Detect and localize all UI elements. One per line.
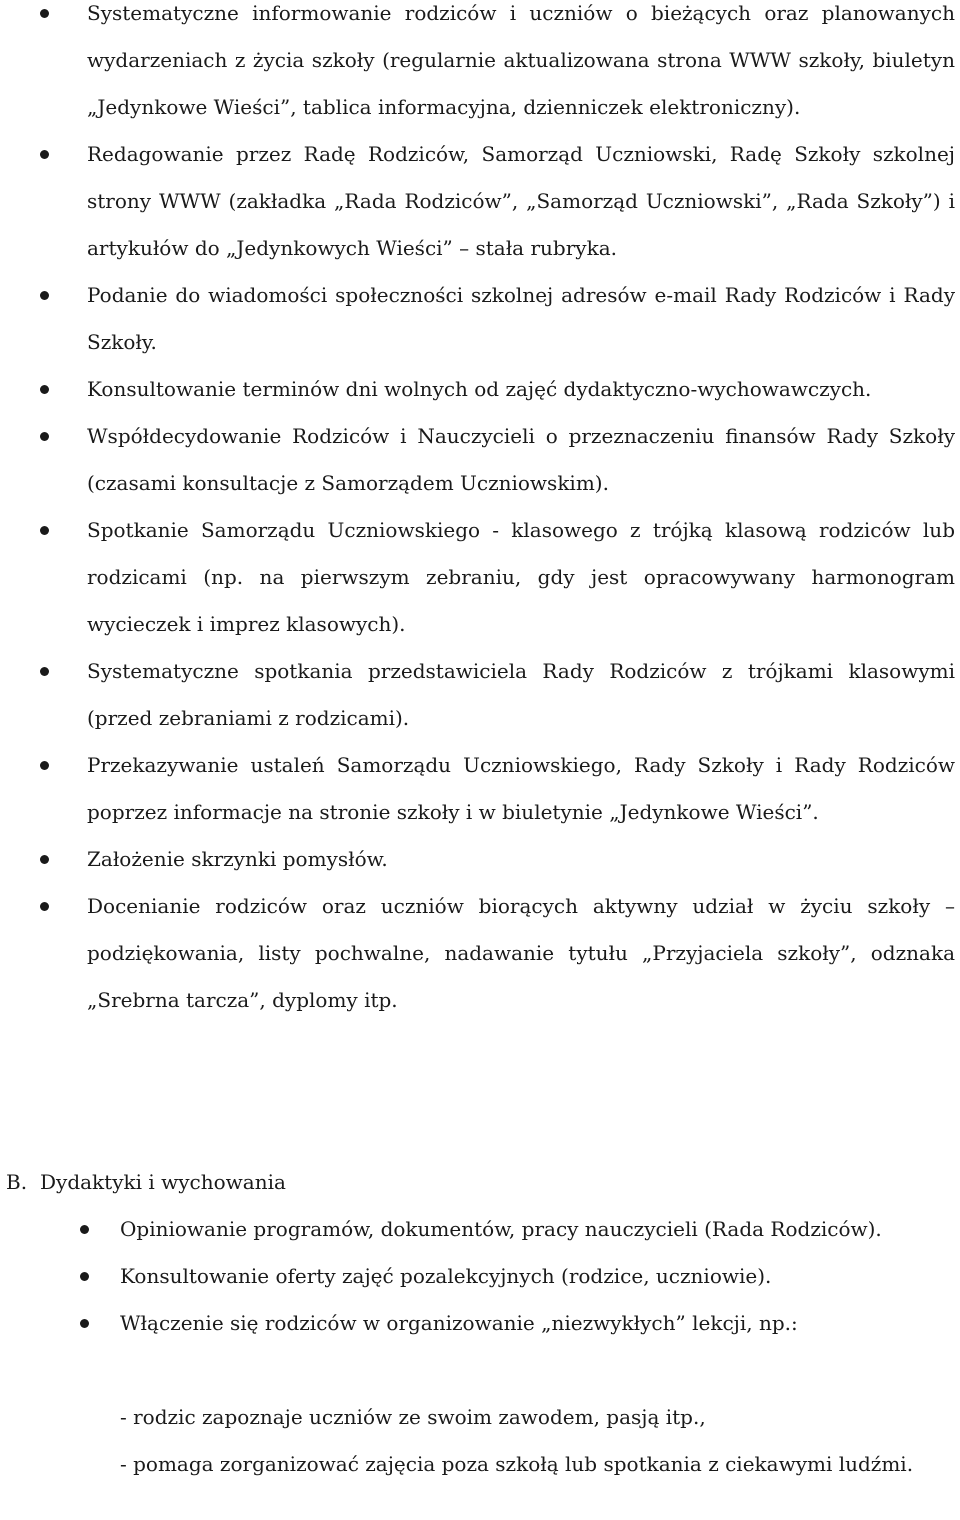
- list-item-text: Konsultowanie terminów dni wolnych od zajęć dydaktyczno-wychowawczych.: [87, 377, 872, 401]
- section-b-list: [0, 1206, 955, 1347]
- bullet-icon: [40, 902, 49, 911]
- list-item-text: Docenianie rodziców oraz uczniów biorących aktywny udział w życiu szkoły – podziękowania, listy pochwalne, nadawanie tytułu „Przyjaciela szkoły”, odznaka „Srebrna tarcza”, dyplomy itp.: [87, 894, 955, 1012]
- list-item: [0, 1253, 955, 1300]
- list-item: [0, 883, 955, 1024]
- section-letter: B.: [6, 1170, 28, 1194]
- list-item: [0, 131, 955, 272]
- list-item-text: Systematyczne spotkania przedstawiciela Rady Rodziców z trójkami klasowymi (przed zebraniami z rodzicami).: [87, 659, 955, 730]
- list-item: [0, 836, 955, 883]
- bullet-icon: [80, 1272, 89, 1281]
- sub-item: - rodzic zapoznaje uczniów ze swoim zawodem, pasją itp.,: [120, 1405, 706, 1429]
- list-item-text: Redagowanie przez Radę Rodziców, Samorząd Uczniowski, Radę Szkoły szkolnej strony WWW (zakładka „Rada Rodziców”, „Samorząd Uczniowski”, „Rada Szkoły”) i artykułów do „Jedynkowych Wieści” – stała rubryka.: [87, 142, 955, 260]
- bullet-icon: [40, 432, 49, 441]
- list-item-text: Podanie do wiadomości społeczności szkolnej adresów e-mail Rady Rodziców i Rady Szkoły.: [87, 283, 955, 354]
- list-item-text: Opiniowanie programów, dokumentów, pracy nauczycieli (Rada Rodziców).: [120, 1217, 882, 1241]
- list-item: [0, 507, 955, 648]
- list-item: [0, 648, 955, 742]
- list-item: [0, 413, 955, 507]
- list-item: [0, 272, 955, 366]
- section-b-heading: [6, 1159, 286, 1206]
- bullet-icon: [40, 855, 49, 864]
- list-item-text: Założenie skrzynki pomysłów.: [87, 847, 388, 871]
- list-item: [0, 742, 955, 836]
- bullet-icon: [80, 1319, 89, 1328]
- list-item-text: Konsultowanie oferty zajęć pozalekcyjnych (rodzice, uczniowie).: [120, 1264, 772, 1288]
- bullet-icon: [40, 761, 49, 770]
- bullet-icon: [40, 385, 49, 394]
- sub-item: - pomaga zorganizować zajęcia poza szkołą lub spotkania z ciekawymi ludźmi.: [120, 1452, 914, 1476]
- bullet-icon: [80, 1225, 89, 1234]
- bullet-icon: [40, 526, 49, 535]
- list-item-text: Spotkanie Samorządu Uczniowskiego - klasowego z trójką klasową rodziców lub rodzicami (np. na pierwszym zebraniu, gdy jest opracowywany harmonogram wycieczek i imprez klasowych).: [87, 518, 955, 636]
- bullet-icon: [40, 9, 49, 18]
- list-item-text: Systematyczne informowanie rodziców i uczniów o bieżących oraz planowanych wydarzeniach z życia szkoły (regularnie aktualizowana strona WWW szkoły, biuletyn „Jedynkowe Wieści”, tablica informacyjna, dzienniczek elektroniczny).: [87, 1, 955, 119]
- list-item-text: Przekazywanie ustaleń Samorządu Uczniowskiego, Rady Szkoły i Rady Rodziców poprzez informacje na stronie szkoły i w biuletynie „Jedynkowe Wieści”.: [87, 753, 955, 824]
- bullet-icon: [40, 291, 49, 300]
- list-item: [0, 1300, 955, 1347]
- list-item-text: Współdecydowanie Rodziców i Nauczycieli o przeznaczeniu finansów Rady Szkoły (czasami konsultacje z Samorządem Uczniowskim).: [87, 424, 955, 495]
- bullet-icon: [40, 150, 49, 159]
- list-item: [0, 366, 955, 413]
- list-item: [0, 0, 955, 131]
- section-title: Dydaktyki i wychowania: [40, 1170, 286, 1194]
- list-item: [0, 1206, 955, 1253]
- sub-item-list: [120, 1394, 955, 1488]
- list-item-text: Włączenie się rodziców w organizowanie „niezwykłych” lekcji, np.:: [120, 1311, 798, 1335]
- bullet-icon: [40, 667, 49, 676]
